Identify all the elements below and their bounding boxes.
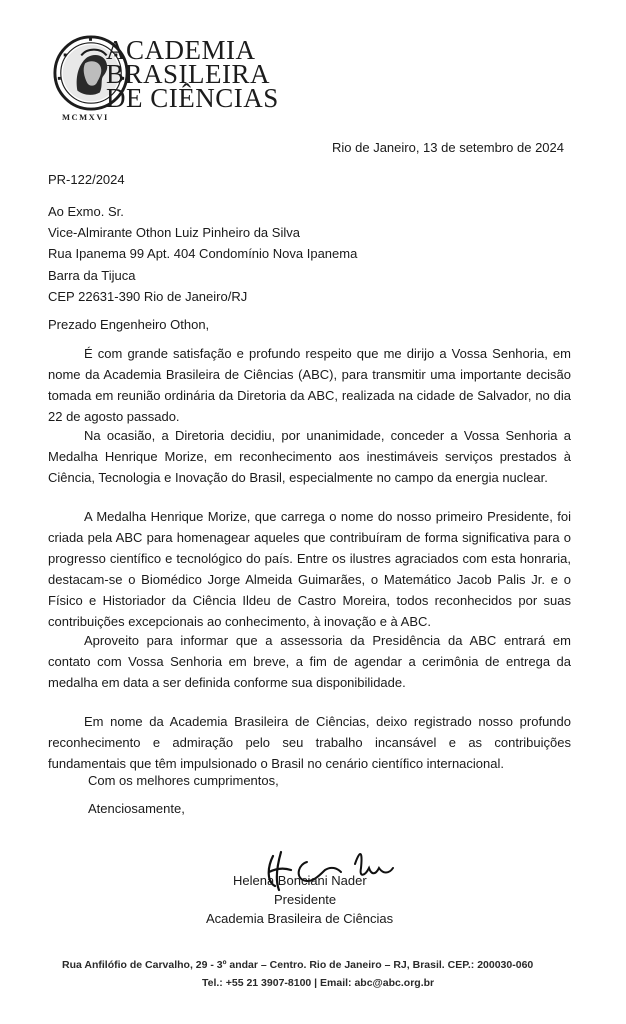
signer-name: Helena Bonciani Nader: [233, 873, 367, 888]
footer-address: Rua Anfilófio de Carvalho, 29 - 3º andar – Centro. Rio de Janeiro – RJ, Brasil. CEP.: 200030-060: [62, 959, 534, 971]
closing-line-1: Com os melhores cumprimentos,: [88, 773, 279, 788]
body-paragraph-4: Aproveito para informar que a assessoria da Presidência da ABC entrará em contato com Vossa Senhoria em breve, a fim de agendar a cerimônia de entrega da medalha em data a ser definida conforme sua disponibilidade.: [48, 633, 571, 690]
recipient-line-2: Vice-Almirante Othon Luiz Pinheiro da Silva: [48, 225, 300, 241]
letterhead: [46, 30, 346, 130]
letter-date: Rio de Janeiro, 13 de setembro de 2024: [332, 140, 564, 155]
recipient-line-5: CEP 22631-390 Rio de Janeiro/RJ: [48, 288, 248, 304]
founding-year: MCMXVI: [62, 112, 109, 122]
reference-number: PR-122/2024: [48, 172, 125, 187]
brand-line-2: BRASILEIRA: [106, 59, 271, 89]
closing-line-2: Atenciosamente,: [88, 801, 185, 816]
body-paragraph-3: A Medalha Henrique Morize, que carrega o nome do nosso primeiro Presidente, foi criada pela ABC para homenagear aqueles que contribuíram de forma significativa para o progresso científico e tecnológico do país. Entre os ilustres agraciados com esta honraria, destacam-se o Biomédico Jorge Almeida Guimarães, o Matemático Jacob Palis Jr. e o Físico e Historiador da Ciência Ildeu de Castro Moreira, todos reconhecidos por suas contribuições excepcionais ao conhecimento, à inovação e à ABC.: [48, 509, 571, 629]
recipient-address: [48, 201, 357, 307]
salutation: Prezado Engenheiro Othon,: [48, 317, 210, 332]
brand-line-1: ACADEMIA: [106, 35, 256, 65]
recipient-line-1: Ao Exmo. Sr.: [48, 204, 124, 219]
body-paragraph-2: Na ocasião, a Diretoria decidiu, por unanimidade, conceder a Vossa Senhoria a Medalha Henrique Morize, em reconhecimento aos inestimáveis serviços prestados à Ciência, Tecnologia e Inovação do Brasil, especialmente no campo da energia nuclear.: [48, 428, 571, 485]
academy-name: [106, 35, 279, 113]
body-paragraph-1: É com grande satisfação e profundo respeito que me dirijo a Vossa Senhoria, em nome da Academia Brasileira de Ciências (ABC), para transmitir uma importante decisão tomada em reunião ordinária da Diretoria da ABC, realizada na cidade de Salvador, no dia 22 de agosto passado.: [48, 346, 571, 424]
handwritten-signature: [255, 838, 435, 898]
body-paragraph-5: Em nome da Academia Brasileira de Ciências, deixo registrado nosso profundo reconhecimento e admiração pelo seu trabalho incansável e as contribuições fundamentais que têm impulsionado o Brasil no cenário científico internacional.: [48, 714, 571, 771]
signer-organization: Academia Brasileira de Ciências: [206, 911, 394, 926]
brand-line-3: DE CIÊNCIAS: [106, 83, 279, 113]
signer-title: Presidente: [274, 892, 337, 907]
recipient-line-3: Rua Ipanema 99 Apt. 404 Condomínio Nova Ipanema: [48, 246, 358, 262]
recipient-line-4: Barra da Tijuca: [48, 267, 136, 283]
footer-contact: Tel.: +55 21 3907-8100 | Email: abc@abc.org.br: [202, 977, 435, 989]
